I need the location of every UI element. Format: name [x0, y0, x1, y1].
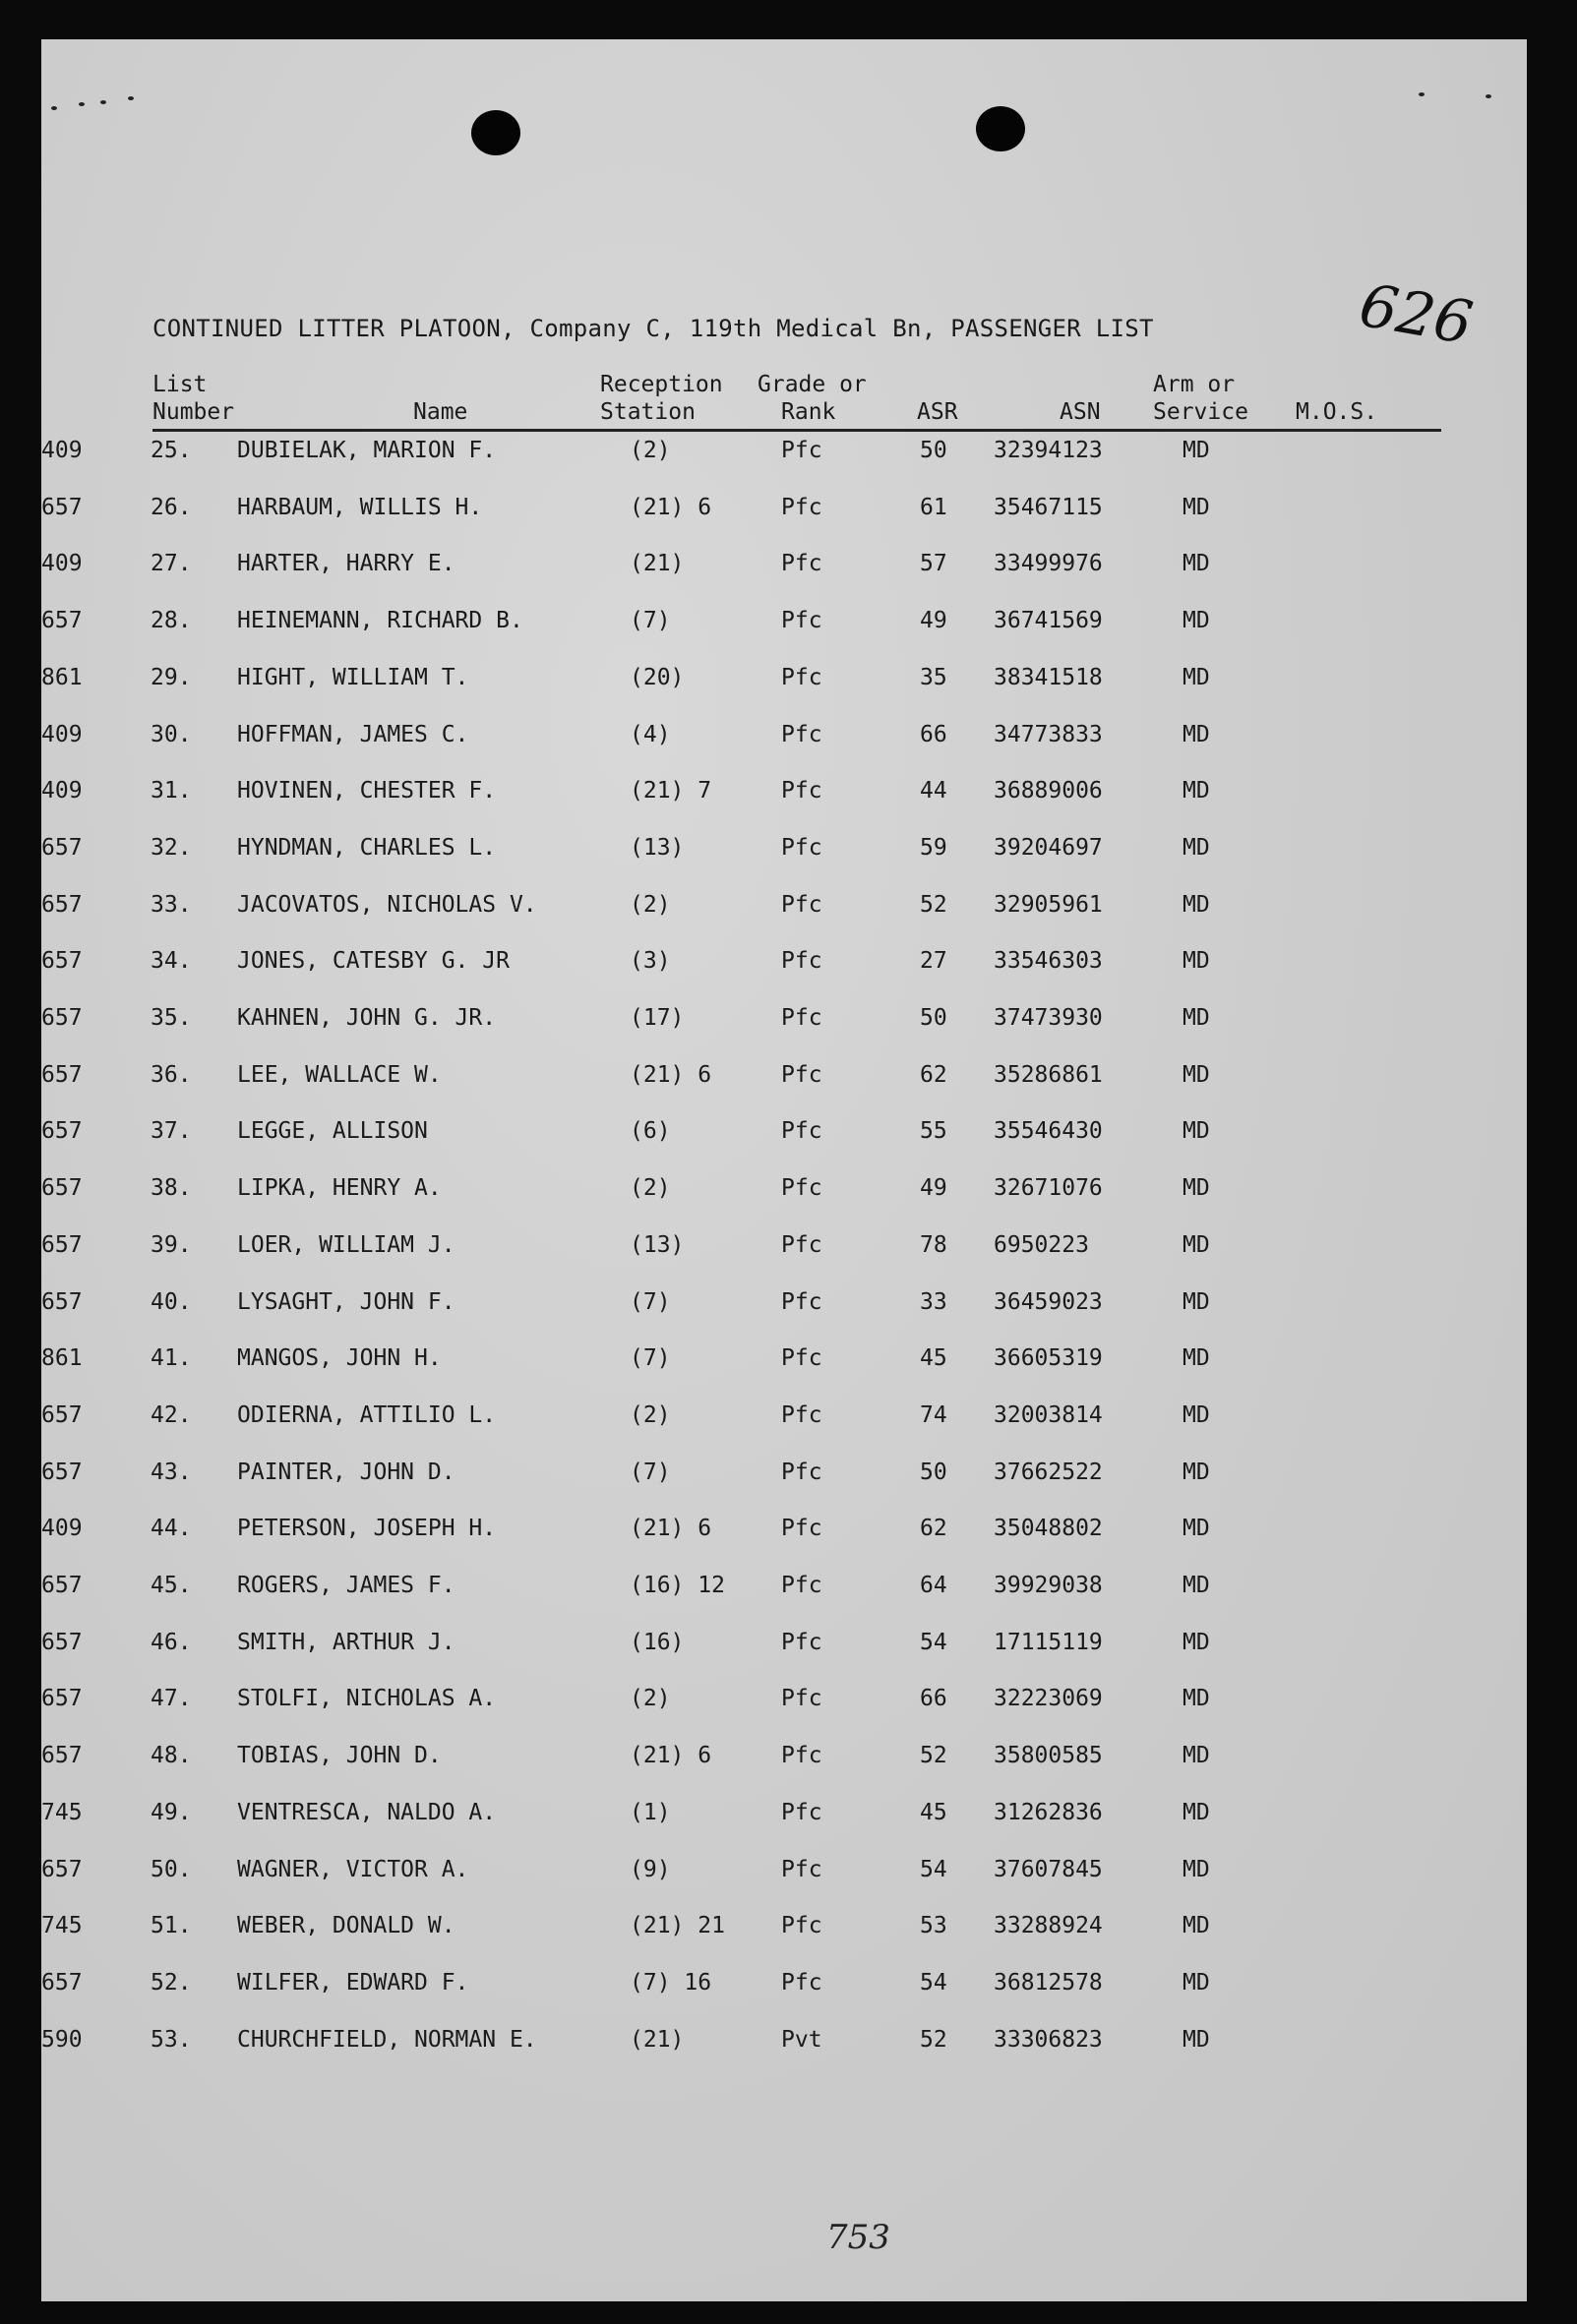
header-list-number-l2: Number [152, 399, 235, 425]
asr-value: 53 [920, 1913, 947, 1938]
asr-value: 50 [920, 1005, 947, 1031]
header-arm-l1: Arm or [1153, 372, 1236, 397]
list-number: 52. [151, 1970, 192, 1996]
reception-station: (21) 21 [630, 1913, 725, 1938]
list-number: 53. [151, 2027, 192, 2053]
reception-station: (20) [630, 665, 685, 690]
mos-code: 590 [41, 2027, 83, 2053]
table-row [41, 778, 1527, 817]
table-row [41, 1800, 1527, 1839]
asr-value: 54 [920, 1630, 947, 1655]
table-row [41, 1857, 1527, 1896]
asn-value: 33499976 [994, 551, 1103, 576]
table-row [41, 1402, 1527, 1442]
asn-value: 37607845 [994, 1857, 1103, 1882]
list-number: 41. [151, 1345, 192, 1371]
list-number: 37. [151, 1118, 192, 1144]
table-row [41, 892, 1527, 931]
speck [100, 100, 106, 104]
passenger-name: STOLFI, NICHOLAS A. [237, 1686, 497, 1711]
arm-service: MD [1183, 1800, 1210, 1825]
mos-code: 409 [41, 722, 83, 747]
arm-service: MD [1183, 778, 1210, 804]
asn-value: 36889006 [994, 778, 1103, 804]
asn-value: 39204697 [994, 835, 1103, 861]
speck [51, 106, 57, 110]
reception-station: (2) [630, 1175, 671, 1201]
reception-station: (21) 7 [630, 778, 712, 804]
list-number: 46. [151, 1630, 192, 1655]
grade-rank: Pfc [781, 722, 822, 747]
header-asr: ASR [917, 399, 958, 425]
mos-code: 657 [41, 1175, 83, 1201]
arm-service: MD [1183, 438, 1210, 463]
asn-value: 38341518 [994, 665, 1103, 690]
header-mos: M.O.S. [1296, 399, 1378, 425]
grade-rank: Pfc [781, 551, 822, 576]
reception-station: (7) [630, 1460, 671, 1485]
table-row [41, 495, 1527, 534]
asr-value: 52 [920, 892, 947, 918]
list-number: 26. [151, 495, 192, 520]
arm-service: MD [1183, 1970, 1210, 1996]
asn-value: 36812578 [994, 1970, 1103, 1996]
asn-value: 32003814 [994, 1402, 1103, 1428]
passenger-name: HYNDMAN, CHARLES L. [237, 835, 497, 861]
asr-value: 74 [920, 1402, 947, 1428]
arm-service: MD [1183, 1686, 1210, 1711]
asr-value: 57 [920, 551, 947, 576]
passenger-name: ROGERS, JAMES F. [237, 1573, 455, 1598]
table-row [41, 1232, 1527, 1272]
speck [128, 96, 134, 100]
list-number: 42. [151, 1402, 192, 1428]
header-rule [152, 429, 1441, 432]
asn-value: 34773833 [994, 722, 1103, 747]
asn-value: 17115119 [994, 1630, 1103, 1655]
passenger-name: ODIERNA, ATTILIO L. [237, 1402, 497, 1428]
reception-station: (21) 6 [630, 1062, 712, 1088]
header-reception-l2: Station [600, 399, 696, 425]
table-row [41, 608, 1527, 647]
grade-rank: Pfc [781, 495, 822, 520]
asr-value: 54 [920, 1970, 947, 1996]
document-sheet [41, 39, 1527, 2301]
asr-value: 49 [920, 1175, 947, 1201]
grade-rank: Pfc [781, 1460, 822, 1485]
reception-station: (21) [630, 551, 685, 576]
asn-value: 39929038 [994, 1573, 1103, 1598]
list-number: 36. [151, 1062, 192, 1088]
passenger-name: JACOVATOS, NICHOLAS V. [237, 892, 537, 918]
passenger-name: HARBAUM, WILLIS H. [237, 495, 483, 520]
asr-value: 45 [920, 1800, 947, 1825]
reception-station: (2) [630, 1686, 671, 1711]
arm-service: MD [1183, 608, 1210, 633]
asr-value: 45 [920, 1345, 947, 1371]
list-number: 33. [151, 892, 192, 918]
grade-rank: Pfc [781, 892, 822, 918]
arm-service: MD [1183, 1118, 1210, 1144]
arm-service: MD [1183, 1460, 1210, 1485]
document-title: CONTINUED LITTER PLATOON, Company C, 119th Medical Bn, PASSENGER LIST [152, 315, 1154, 342]
asr-value: 27 [920, 948, 947, 974]
passenger-name: HEINEMANN, RICHARD B. [237, 608, 523, 633]
asn-value: 6950223 [994, 1232, 1089, 1258]
punch-hole-right [976, 106, 1025, 151]
grade-rank: Pfc [781, 665, 822, 690]
grade-rank: Pfc [781, 1118, 822, 1144]
asn-value: 33306823 [994, 2027, 1103, 2053]
table-row [41, 1686, 1527, 1725]
list-number: 44. [151, 1516, 192, 1541]
asr-value: 64 [920, 1573, 947, 1598]
asn-value: 35800585 [994, 1743, 1103, 1768]
grade-rank: Pfc [781, 835, 822, 861]
asr-value: 59 [920, 835, 947, 861]
list-number: 48. [151, 1743, 192, 1768]
list-number: 50. [151, 1857, 192, 1882]
mos-code: 657 [41, 948, 83, 974]
asr-value: 62 [920, 1062, 947, 1088]
table-row [41, 1743, 1527, 1782]
asn-value: 33546303 [994, 948, 1103, 974]
passenger-name: HARTER, HARRY E. [237, 551, 455, 576]
grade-rank: Pfc [781, 948, 822, 974]
asr-value: 44 [920, 778, 947, 804]
reception-station: (21) 6 [630, 1516, 712, 1541]
grade-rank: Pfc [781, 1800, 822, 1825]
grade-rank: Pvt [781, 2027, 822, 2053]
mos-code: 657 [41, 495, 83, 520]
arm-service: MD [1183, 1175, 1210, 1201]
list-number: 25. [151, 438, 192, 463]
reception-station: (4) [630, 722, 671, 747]
asn-value: 32671076 [994, 1175, 1103, 1201]
asn-value: 33288924 [994, 1913, 1103, 1938]
table-row [41, 1913, 1527, 1952]
table-row [41, 1005, 1527, 1044]
passenger-name: WEBER, DONALD W. [237, 1913, 455, 1938]
table-row [41, 835, 1527, 874]
reception-station: (6) [630, 1118, 671, 1144]
grade-rank: Pfc [781, 1516, 822, 1541]
asr-value: 54 [920, 1857, 947, 1882]
mos-code: 409 [41, 1516, 83, 1541]
table-row [41, 1062, 1527, 1102]
mos-code: 657 [41, 1118, 83, 1144]
list-number: 32. [151, 835, 192, 861]
table-row [41, 551, 1527, 590]
mos-code: 657 [41, 1062, 83, 1088]
passenger-name: LEE, WALLACE W. [237, 1062, 442, 1088]
passenger-name: VENTRESCA, NALDO A. [237, 1800, 497, 1825]
list-number: 29. [151, 665, 192, 690]
list-number: 35. [151, 1005, 192, 1031]
reception-station: (21) [630, 2027, 685, 2053]
table-row [41, 722, 1527, 761]
arm-service: MD [1183, 665, 1210, 690]
mos-code: 657 [41, 1686, 83, 1711]
asr-value: 52 [920, 2027, 947, 2053]
passenger-name: WILFER, EDWARD F. [237, 1970, 469, 1996]
grade-rank: Pfc [781, 1630, 822, 1655]
asn-value: 35286861 [994, 1062, 1103, 1088]
asr-value: 49 [920, 608, 947, 633]
list-number: 43. [151, 1460, 192, 1485]
asn-value: 36605319 [994, 1345, 1103, 1371]
reception-station: (7) 16 [630, 1970, 712, 1996]
asr-value: 33 [920, 1289, 947, 1315]
passenger-name: HIGHT, WILLIAM T. [237, 665, 469, 690]
asn-value: 35546430 [994, 1118, 1103, 1144]
grade-rank: Pfc [781, 1686, 822, 1711]
mos-code: 657 [41, 1743, 83, 1768]
arm-service: MD [1183, 2027, 1210, 2053]
passenger-name: MANGOS, JOHN H. [237, 1345, 442, 1371]
reception-station: (2) [630, 1402, 671, 1428]
speck [79, 102, 85, 106]
grade-rank: Pfc [781, 1743, 822, 1768]
grade-rank: Pfc [781, 1005, 822, 1031]
asr-value: 66 [920, 1686, 947, 1711]
speck [1419, 92, 1425, 96]
reception-station: (7) [630, 608, 671, 633]
asn-value: 36741569 [994, 608, 1103, 633]
passenger-name: HOVINEN, CHESTER F. [237, 778, 497, 804]
passenger-name: JONES, CATESBY G. JR [237, 948, 510, 974]
mos-code: 657 [41, 1970, 83, 1996]
reception-station: (16) 12 [630, 1573, 725, 1598]
passenger-name: TOBIAS, JOHN D. [237, 1743, 442, 1768]
grade-rank: Pfc [781, 1913, 822, 1938]
passenger-name: KAHNEN, JOHN G. JR. [237, 1005, 497, 1031]
arm-service: MD [1183, 551, 1210, 576]
reception-station: (21) 6 [630, 1743, 712, 1768]
list-number: 39. [151, 1232, 192, 1258]
arm-service: MD [1183, 1232, 1210, 1258]
table-row [41, 1516, 1527, 1555]
arm-service: MD [1183, 1062, 1210, 1088]
table-row [41, 1970, 1527, 2009]
grade-rank: Pfc [781, 1175, 822, 1201]
list-number: 49. [151, 1800, 192, 1825]
grade-rank: Pfc [781, 1402, 822, 1428]
passenger-name: SMITH, ARTHUR J. [237, 1630, 455, 1655]
asn-value: 32223069 [994, 1686, 1103, 1711]
mos-code: 657 [41, 1857, 83, 1882]
table-row [41, 1289, 1527, 1329]
mos-code: 409 [41, 778, 83, 804]
table-row [41, 948, 1527, 987]
list-number: 31. [151, 778, 192, 804]
arm-service: MD [1183, 1573, 1210, 1598]
list-number: 40. [151, 1289, 192, 1315]
table-row [41, 1175, 1527, 1215]
grade-rank: Pfc [781, 1857, 822, 1882]
table-row [41, 1573, 1527, 1612]
list-number: 27. [151, 551, 192, 576]
passenger-name: LYSAGHT, JOHN F. [237, 1289, 455, 1315]
reception-station: (1) [630, 1800, 671, 1825]
asn-value: 37662522 [994, 1460, 1103, 1485]
passenger-name: WAGNER, VICTOR A. [237, 1857, 469, 1882]
list-number: 47. [151, 1686, 192, 1711]
header-asn: ASN [1060, 399, 1101, 425]
asn-value: 37473930 [994, 1005, 1103, 1031]
mos-code: 745 [41, 1913, 83, 1938]
reception-station: (2) [630, 892, 671, 918]
table-row [41, 438, 1527, 477]
mos-code: 657 [41, 1460, 83, 1485]
passenger-name: LOER, WILLIAM J. [237, 1232, 455, 1258]
mos-code: 861 [41, 665, 83, 690]
grade-rank: Pfc [781, 438, 822, 463]
speck [1486, 94, 1491, 98]
asr-value: 52 [920, 1743, 947, 1768]
arm-service: MD [1183, 1857, 1210, 1882]
grade-rank: Pfc [781, 1062, 822, 1088]
mos-code: 409 [41, 551, 83, 576]
mos-code: 657 [41, 1402, 83, 1428]
mos-code: 745 [41, 1800, 83, 1825]
asr-value: 50 [920, 1460, 947, 1485]
arm-service: MD [1183, 495, 1210, 520]
header-list-number-l1: List [152, 372, 208, 397]
grade-rank: Pfc [781, 1970, 822, 1996]
grade-rank: Pfc [781, 1232, 822, 1258]
arm-service: MD [1183, 1630, 1210, 1655]
arm-service: MD [1183, 722, 1210, 747]
arm-service: MD [1183, 892, 1210, 918]
reception-station: (7) [630, 1289, 671, 1315]
passenger-name: CHURCHFIELD, NORMAN E. [237, 2027, 537, 2053]
table-row [41, 1118, 1527, 1158]
arm-service: MD [1183, 1005, 1210, 1031]
asn-value: 36459023 [994, 1289, 1103, 1315]
reception-station: (3) [630, 948, 671, 974]
mos-code: 657 [41, 1289, 83, 1315]
arm-service: MD [1183, 1402, 1210, 1428]
arm-service: MD [1183, 948, 1210, 974]
table-row [41, 2027, 1527, 2066]
mos-code: 657 [41, 892, 83, 918]
reception-station: (16) [630, 1630, 685, 1655]
passenger-name: LIPKA, HENRY A. [237, 1175, 442, 1201]
asn-value: 35467115 [994, 495, 1103, 520]
punch-hole-left [471, 110, 520, 155]
handwritten-page-number: 626 [1354, 270, 1478, 359]
mos-code: 409 [41, 438, 83, 463]
passenger-name: DUBIELAK, MARION F. [237, 438, 497, 463]
reception-station: (2) [630, 438, 671, 463]
list-number: 34. [151, 948, 192, 974]
grade-rank: Pfc [781, 1289, 822, 1315]
list-number: 51. [151, 1913, 192, 1938]
table-row [41, 1460, 1527, 1499]
grade-rank: Pfc [781, 778, 822, 804]
arm-service: MD [1183, 1345, 1210, 1371]
header-grade-l1: Grade or [758, 372, 867, 397]
list-number: 30. [151, 722, 192, 747]
asr-value: 55 [920, 1118, 947, 1144]
mos-code: 657 [41, 1630, 83, 1655]
mos-code: 657 [41, 1232, 83, 1258]
asr-value: 50 [920, 438, 947, 463]
reception-station: (17) [630, 1005, 685, 1031]
asn-value: 32905961 [994, 892, 1103, 918]
mos-code: 657 [41, 608, 83, 633]
list-number: 28. [151, 608, 192, 633]
asr-value: 62 [920, 1516, 947, 1541]
passenger-name: PETERSON, JOSEPH H. [237, 1516, 497, 1541]
mos-code: 657 [41, 1573, 83, 1598]
grade-rank: Pfc [781, 1573, 822, 1598]
asn-value: 31262836 [994, 1800, 1103, 1825]
arm-service: MD [1183, 1743, 1210, 1768]
arm-service: MD [1183, 1913, 1210, 1938]
reception-station: (7) [630, 1345, 671, 1371]
reception-station: (13) [630, 1232, 685, 1258]
reception-station: (9) [630, 1857, 671, 1882]
header-name: Name [413, 399, 468, 425]
asr-value: 78 [920, 1232, 947, 1258]
asr-value: 66 [920, 722, 947, 747]
grade-rank: Pfc [781, 1345, 822, 1371]
table-row [41, 665, 1527, 704]
table-row [41, 1630, 1527, 1669]
table-row [41, 1345, 1527, 1385]
asr-value: 61 [920, 495, 947, 520]
header-arm-l2: Service [1153, 399, 1248, 425]
list-number: 38. [151, 1175, 192, 1201]
mos-code: 861 [41, 1345, 83, 1371]
list-number: 45. [151, 1573, 192, 1598]
passenger-name: PAINTER, JOHN D. [237, 1460, 455, 1485]
mos-code: 657 [41, 1005, 83, 1031]
mos-code: 657 [41, 835, 83, 861]
grade-rank: Pfc [781, 608, 822, 633]
asr-value: 35 [920, 665, 947, 690]
reception-station: (13) [630, 835, 685, 861]
asn-value: 35048802 [994, 1516, 1103, 1541]
arm-service: MD [1183, 1516, 1210, 1541]
arm-service: MD [1183, 835, 1210, 861]
passenger-name: HOFFMAN, JAMES C. [237, 722, 469, 747]
handwritten-bottom-number: 753 [826, 2218, 890, 2257]
passenger-name: LEGGE, ALLISON [237, 1118, 428, 1144]
reception-station: (21) 6 [630, 495, 712, 520]
header-reception-l1: Reception [600, 372, 723, 397]
header-grade-l2: Rank [781, 399, 836, 425]
asn-value: 32394123 [994, 438, 1103, 463]
arm-service: MD [1183, 1289, 1210, 1315]
